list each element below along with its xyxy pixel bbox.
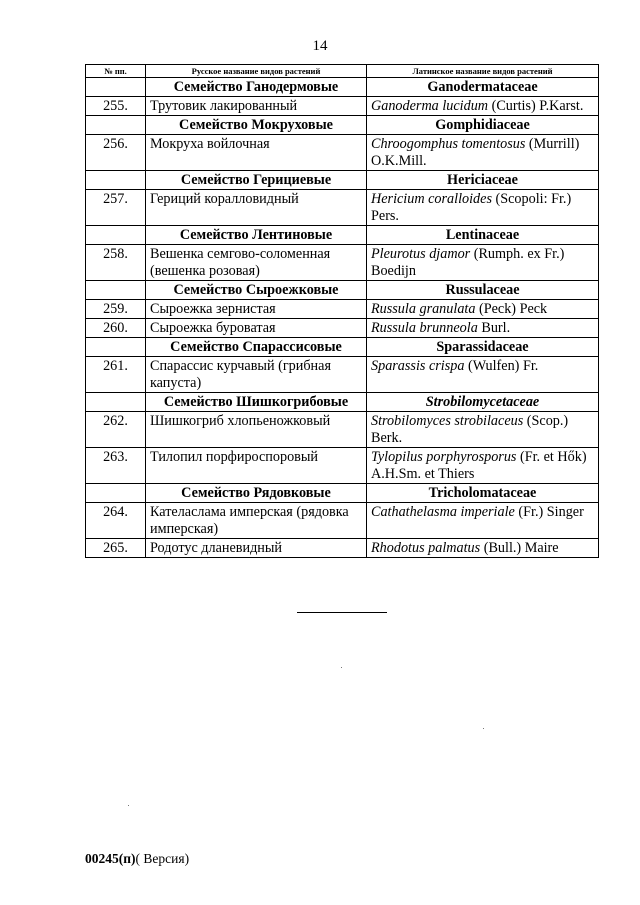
- latin-species: Russula brunneola: [371, 320, 478, 336]
- russian-name: Сыроежка буроватая: [146, 319, 367, 338]
- family-ru: Семейство Герициевые: [146, 171, 367, 190]
- latin-name: [367, 503, 599, 539]
- table-row: [86, 448, 599, 484]
- row-number: 260.: [86, 319, 146, 338]
- table-row: [86, 190, 599, 226]
- latin-author: (Bull.) Maire: [480, 540, 559, 556]
- document-code-number: 00245(п): [85, 851, 136, 866]
- family-lat: Strobilomycetaceae: [367, 393, 599, 412]
- russian-name: Спарассис курчавый (грибная капуста): [146, 357, 367, 393]
- row-number: 256.: [86, 135, 146, 171]
- table-row: [86, 357, 599, 393]
- table-row: [86, 503, 599, 539]
- latin-species: Strobilomyces strobilaceus: [371, 413, 524, 429]
- family-row: [86, 226, 599, 245]
- family-ru: Семейство Ганодермовые: [146, 78, 367, 97]
- family-ru: Семейство Мокруховые: [146, 116, 367, 135]
- latin-author: (Scopoli: Fr.) Pers.: [371, 191, 572, 224]
- latin-author: (Fr. et Hők) A.H.Sm. et Thiers: [371, 449, 587, 482]
- table-header-row: [86, 65, 599, 78]
- row-number: 259.: [86, 300, 146, 319]
- latin-species: Cathathelasma imperiale: [371, 504, 515, 520]
- latin-name: [367, 190, 599, 226]
- family-row: [86, 338, 599, 357]
- family-lat: Russulaceae: [367, 281, 599, 300]
- row-number: 263.: [86, 448, 146, 484]
- russian-name: Тилопил порфироспоровый: [146, 448, 367, 484]
- latin-name: [367, 539, 599, 558]
- latin-author: (Wulfen) Fr.: [464, 358, 539, 374]
- table-row: [86, 412, 599, 448]
- latin-name: [367, 448, 599, 484]
- document-code: [85, 851, 189, 867]
- family-row: [86, 78, 599, 97]
- row-number: 265.: [86, 539, 146, 558]
- russian-name: Трутовик лакированный: [146, 97, 367, 116]
- russian-name: Родотус дланевидный: [146, 539, 367, 558]
- row-number: 261.: [86, 357, 146, 393]
- latin-name: [367, 97, 599, 116]
- latin-species: Hericium coralloides: [371, 191, 492, 207]
- row-number: 262.: [86, 412, 146, 448]
- family-row: [86, 281, 599, 300]
- header-russian-name: Русское название видов растений: [146, 65, 367, 78]
- russian-name: Шишкогриб хлопьеножковый: [146, 412, 367, 448]
- latin-species: Rhodotus palmatus: [371, 540, 481, 556]
- family-lat: Hericiaceae: [367, 171, 599, 190]
- family-ru: Семейство Шишкогрибовые: [146, 393, 367, 412]
- latin-name: [367, 357, 599, 393]
- latin-author: (Fr.) Singer: [514, 504, 584, 520]
- family-row: [86, 484, 599, 503]
- family-row: [86, 393, 599, 412]
- scan-speck: [128, 805, 129, 806]
- scan-speck: [483, 728, 484, 729]
- latin-name: [367, 245, 599, 281]
- latin-name: [367, 319, 599, 338]
- latin-author: (Murrill) O.K.Mill.: [371, 136, 580, 169]
- family-ru: Семейство Лентиновые: [146, 226, 367, 245]
- family-lat: Gomphidiaceae: [367, 116, 599, 135]
- page-number: 14: [312, 38, 328, 54]
- latin-species: Tylopilus porphyrosporus: [371, 449, 517, 465]
- family-lat: Lentinaceae: [367, 226, 599, 245]
- family-lat: Ganodermataceae: [367, 78, 599, 97]
- family-lat: Sparassidaceae: [367, 338, 599, 357]
- latin-species: Chroogomphus tomentosus: [371, 136, 526, 152]
- latin-author: Burl.: [477, 320, 511, 336]
- header-latin-name: Латинское название видов растений: [367, 65, 599, 78]
- family-ru: Семейство Сыроежковые: [146, 281, 367, 300]
- latin-author: (Scop.) Berk.: [371, 413, 569, 446]
- document-version: ( Версия): [135, 851, 190, 866]
- russian-name: Гериций коралловидный: [146, 190, 367, 226]
- table-row: [86, 135, 599, 171]
- latin-author: (Peck) Peck: [475, 301, 548, 317]
- latin-species: Russula granulata: [371, 301, 476, 317]
- row-number: 255.: [86, 97, 146, 116]
- row-number: 264.: [86, 503, 146, 539]
- family-row: [86, 116, 599, 135]
- russian-name: Мокруха войлочная: [146, 135, 367, 171]
- table-row: [86, 245, 599, 281]
- table-row: [86, 319, 599, 338]
- row-number: 258.: [86, 245, 146, 281]
- end-divider-line: [297, 612, 387, 613]
- russian-name: Сыроежка зернистая: [146, 300, 367, 319]
- table-row: [86, 300, 599, 319]
- family-lat: Tricholomataceae: [367, 484, 599, 503]
- table-row: [86, 539, 599, 558]
- family-ru: Семейство Рядовковые: [146, 484, 367, 503]
- latin-author: (Curtis) P.Karst.: [488, 98, 584, 114]
- russian-name: Кателаслама имперская (рядовка имперская): [146, 503, 367, 539]
- latin-name: [367, 300, 599, 319]
- russian-name: Вешенка семгово-соломенная (вешенка розовая): [146, 245, 367, 281]
- latin-name: [367, 412, 599, 448]
- family-ru: Семейство Спарассисовые: [146, 338, 367, 357]
- latin-name: [367, 135, 599, 171]
- header-number: № пп.: [86, 65, 146, 78]
- scan-speck: [341, 667, 342, 668]
- family-row: [86, 171, 599, 190]
- row-number: 257.: [86, 190, 146, 226]
- species-table: [85, 64, 599, 558]
- latin-species: Ganoderma lucidum: [371, 98, 489, 114]
- latin-species: Sparassis crispa: [371, 358, 465, 374]
- table-row: [86, 97, 599, 116]
- latin-species: Pleurotus djamor: [371, 246, 471, 262]
- latin-author: (Rumph. ex Fr.) Boedijn: [371, 246, 565, 279]
